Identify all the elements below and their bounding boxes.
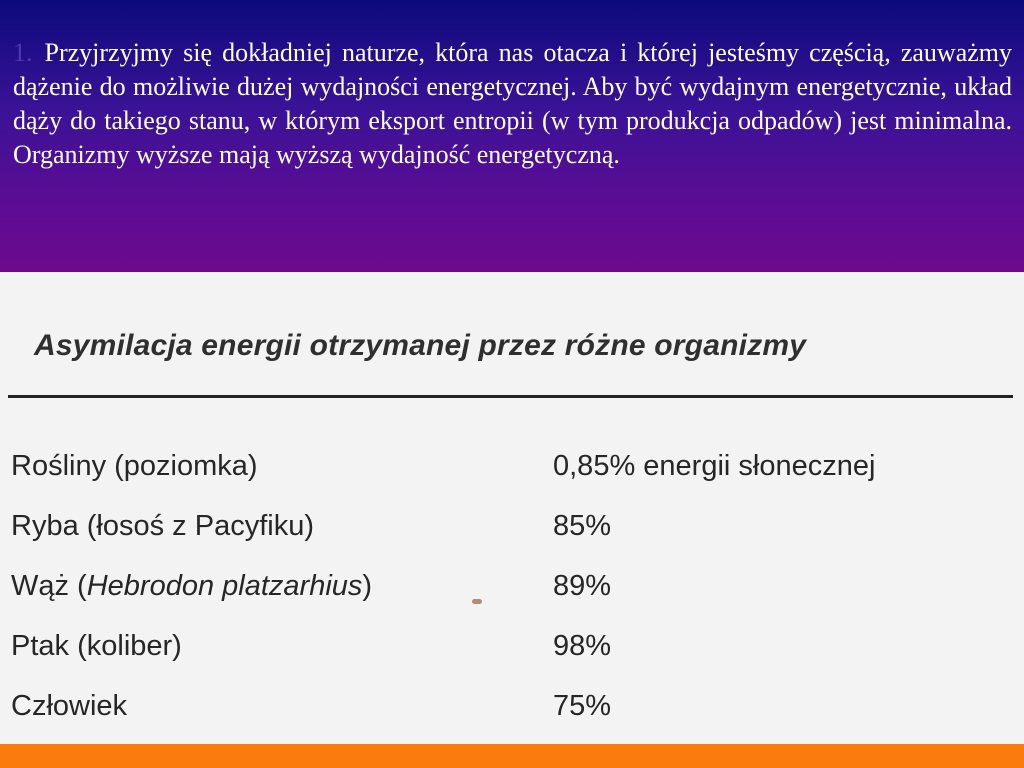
assimilation-value: 89% bbox=[553, 570, 612, 602]
table-title: Asymilacja energii otrzymanej przez różne organizmy bbox=[34, 329, 807, 362]
organism-name: Ptak (koliber) bbox=[11, 630, 182, 662]
organism-name: Ryba (łosoś z Pacyfiku) bbox=[11, 510, 314, 542]
organism-name-prefix: Wąż ( bbox=[11, 570, 87, 602]
organism-name: Rośliny (poziomka) bbox=[11, 450, 258, 482]
organism-name-suffix: ) bbox=[362, 570, 373, 602]
list-number: 1. bbox=[13, 38, 33, 67]
header-paragraph-block bbox=[13, 36, 1012, 172]
assimilation-value: 75% bbox=[553, 690, 612, 722]
bottom-accent-bar bbox=[0, 744, 1024, 768]
header-paragraph: Przyjrzyjmy się dokładniej naturze, która nas otacza i której jesteśmy częścią, zauważmy dążenie do możliwie dużej wydajności energetycznej. Aby być wydajnym energetycznie, układ dąży do takiego stanu, w którym eksport entropii (w tym produkcja odpadów) jest minimalna. Organizmy wyższe mają wyższą wydajność energetyczną. bbox=[13, 38, 1012, 169]
organism-name bbox=[11, 570, 372, 603]
assimilation-value: 0,85% energii słonecznej bbox=[553, 450, 876, 482]
scanned-table-image bbox=[0, 272, 1024, 744]
slide-header bbox=[0, 0, 1024, 272]
organism-name: Człowiek bbox=[11, 690, 128, 722]
scan-speck bbox=[472, 599, 482, 604]
table-row bbox=[0, 564, 1024, 612]
table-row bbox=[0, 624, 1024, 672]
table-row bbox=[0, 504, 1024, 552]
table-row bbox=[0, 444, 1024, 492]
table-row bbox=[0, 684, 1024, 732]
assimilation-value: 85% bbox=[553, 510, 612, 542]
assimilation-value: 98% bbox=[553, 630, 612, 662]
title-divider bbox=[8, 395, 1013, 398]
organism-latin-name: Hebrodon platzarhius bbox=[86, 570, 363, 602]
